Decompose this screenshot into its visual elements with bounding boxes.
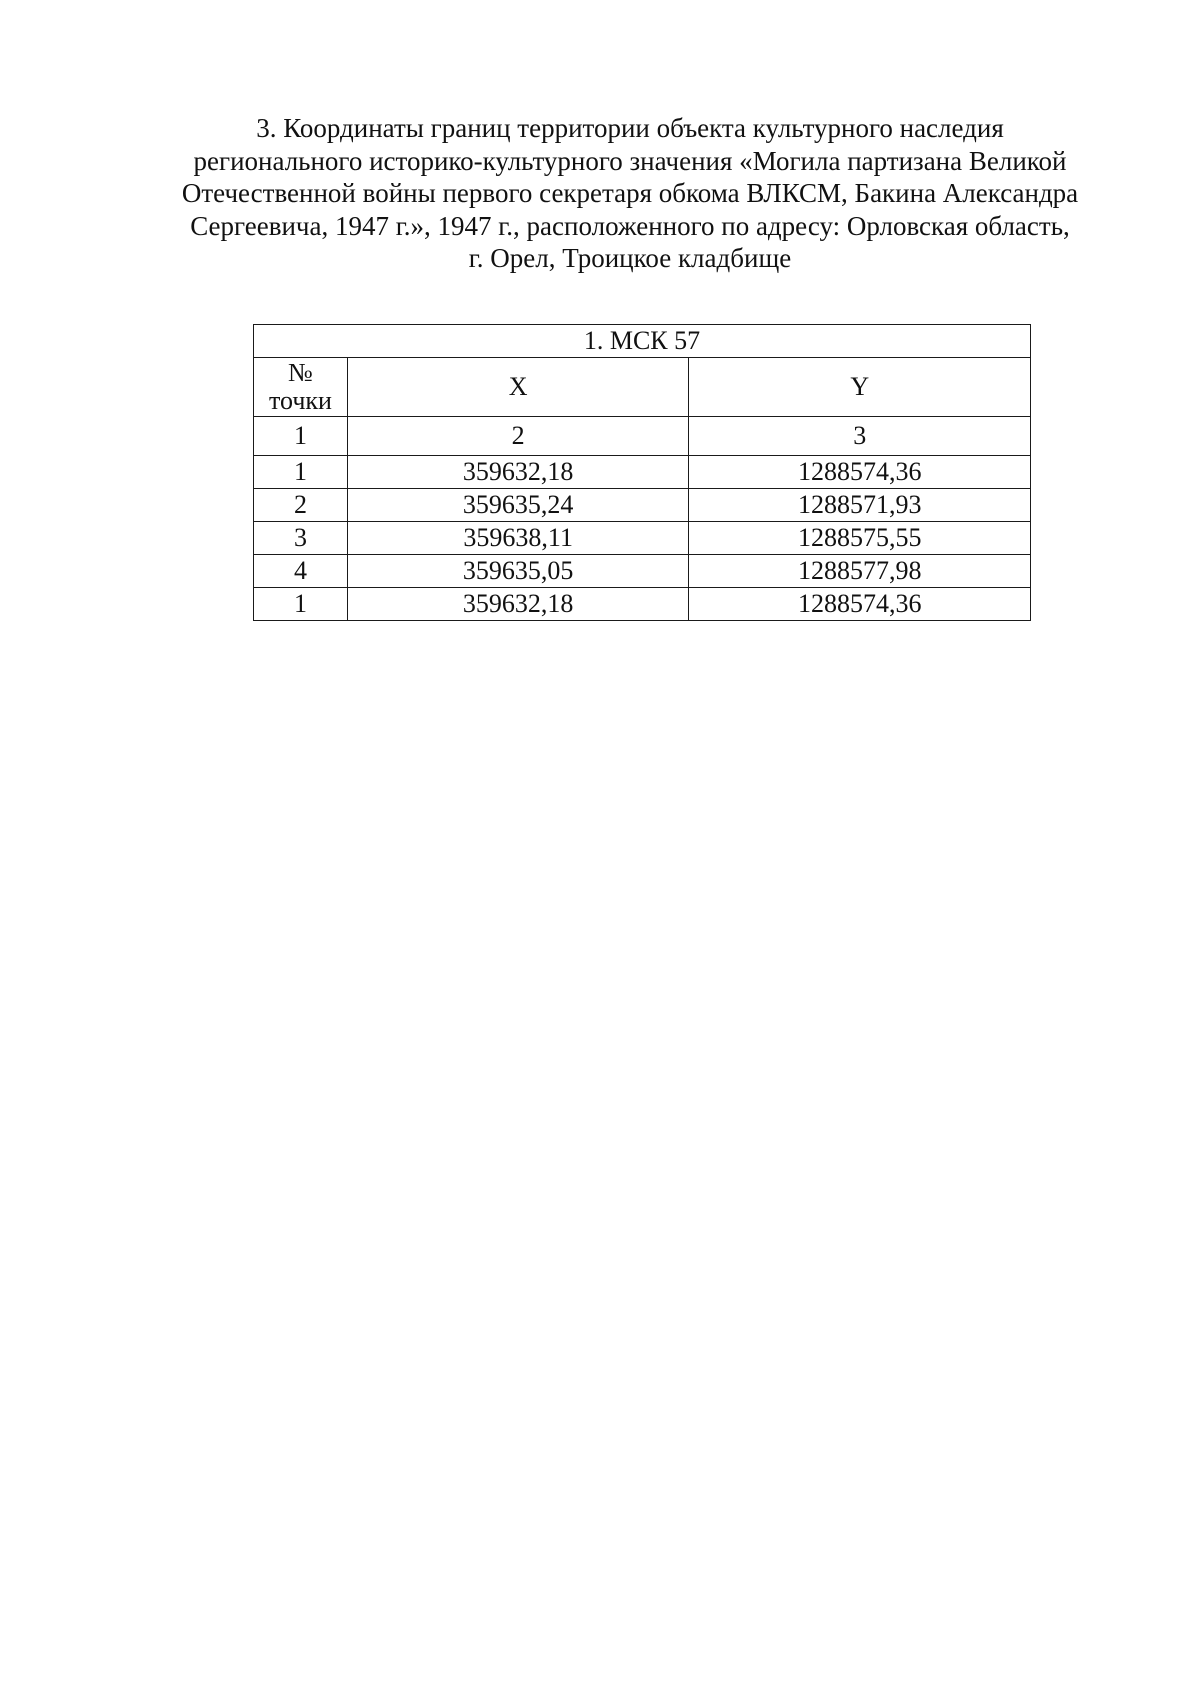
header-x: X — [347, 358, 689, 417]
table-title-row — [254, 325, 1031, 358]
point-cell: 1 — [254, 456, 348, 489]
x-cell: 359638,11 — [347, 522, 689, 555]
table-row — [254, 588, 1031, 621]
x-cell: 359632,18 — [347, 588, 689, 621]
y-cell: 1288574,36 — [689, 456, 1031, 489]
header-point-number-symbol: № — [288, 358, 313, 387]
point-cell: 2 — [254, 489, 348, 522]
point-cell: 4 — [254, 555, 348, 588]
column-index-row — [254, 417, 1031, 456]
table-row — [254, 489, 1031, 522]
table-row — [254, 522, 1031, 555]
column-index-cell: 2 — [347, 417, 689, 456]
header-point-number — [254, 358, 348, 417]
coordinates-table — [253, 324, 1031, 621]
header-point-number-label: точки — [268, 386, 332, 415]
table-title: 1. МСК 57 — [254, 325, 1031, 358]
y-cell: 1288575,55 — [689, 522, 1031, 555]
point-cell: 3 — [254, 522, 348, 555]
y-cell: 1288577,98 — [689, 555, 1031, 588]
heading-line: Сергеевича, 1947 г.», 1947 г., расположенного по адресу: Орловская область, — [190, 210, 1070, 241]
section-heading — [150, 112, 1110, 275]
table-row — [254, 456, 1031, 489]
heading-line: регионального историко-культурного значения «Могила партизана Великой — [193, 145, 1067, 176]
y-cell: 1288571,93 — [689, 489, 1031, 522]
table-row — [254, 555, 1031, 588]
header-y: Y — [689, 358, 1031, 417]
x-cell: 359635,05 — [347, 555, 689, 588]
x-cell: 359632,18 — [347, 456, 689, 489]
heading-line: г. Орел, Троицкое кладбище — [468, 243, 792, 273]
table-header-row — [254, 358, 1031, 417]
y-cell: 1288574,36 — [689, 588, 1031, 621]
point-cell: 1 — [254, 588, 348, 621]
column-index-cell: 1 — [254, 417, 348, 456]
heading-line: Отечественной войны первого секретаря обкома ВЛКСМ, Бакина Александра — [181, 178, 1079, 208]
x-cell: 359635,24 — [347, 489, 689, 522]
column-index-cell: 3 — [689, 417, 1031, 456]
heading-line: 3. Координаты границ территории объекта культурного наследия — [256, 113, 1004, 143]
